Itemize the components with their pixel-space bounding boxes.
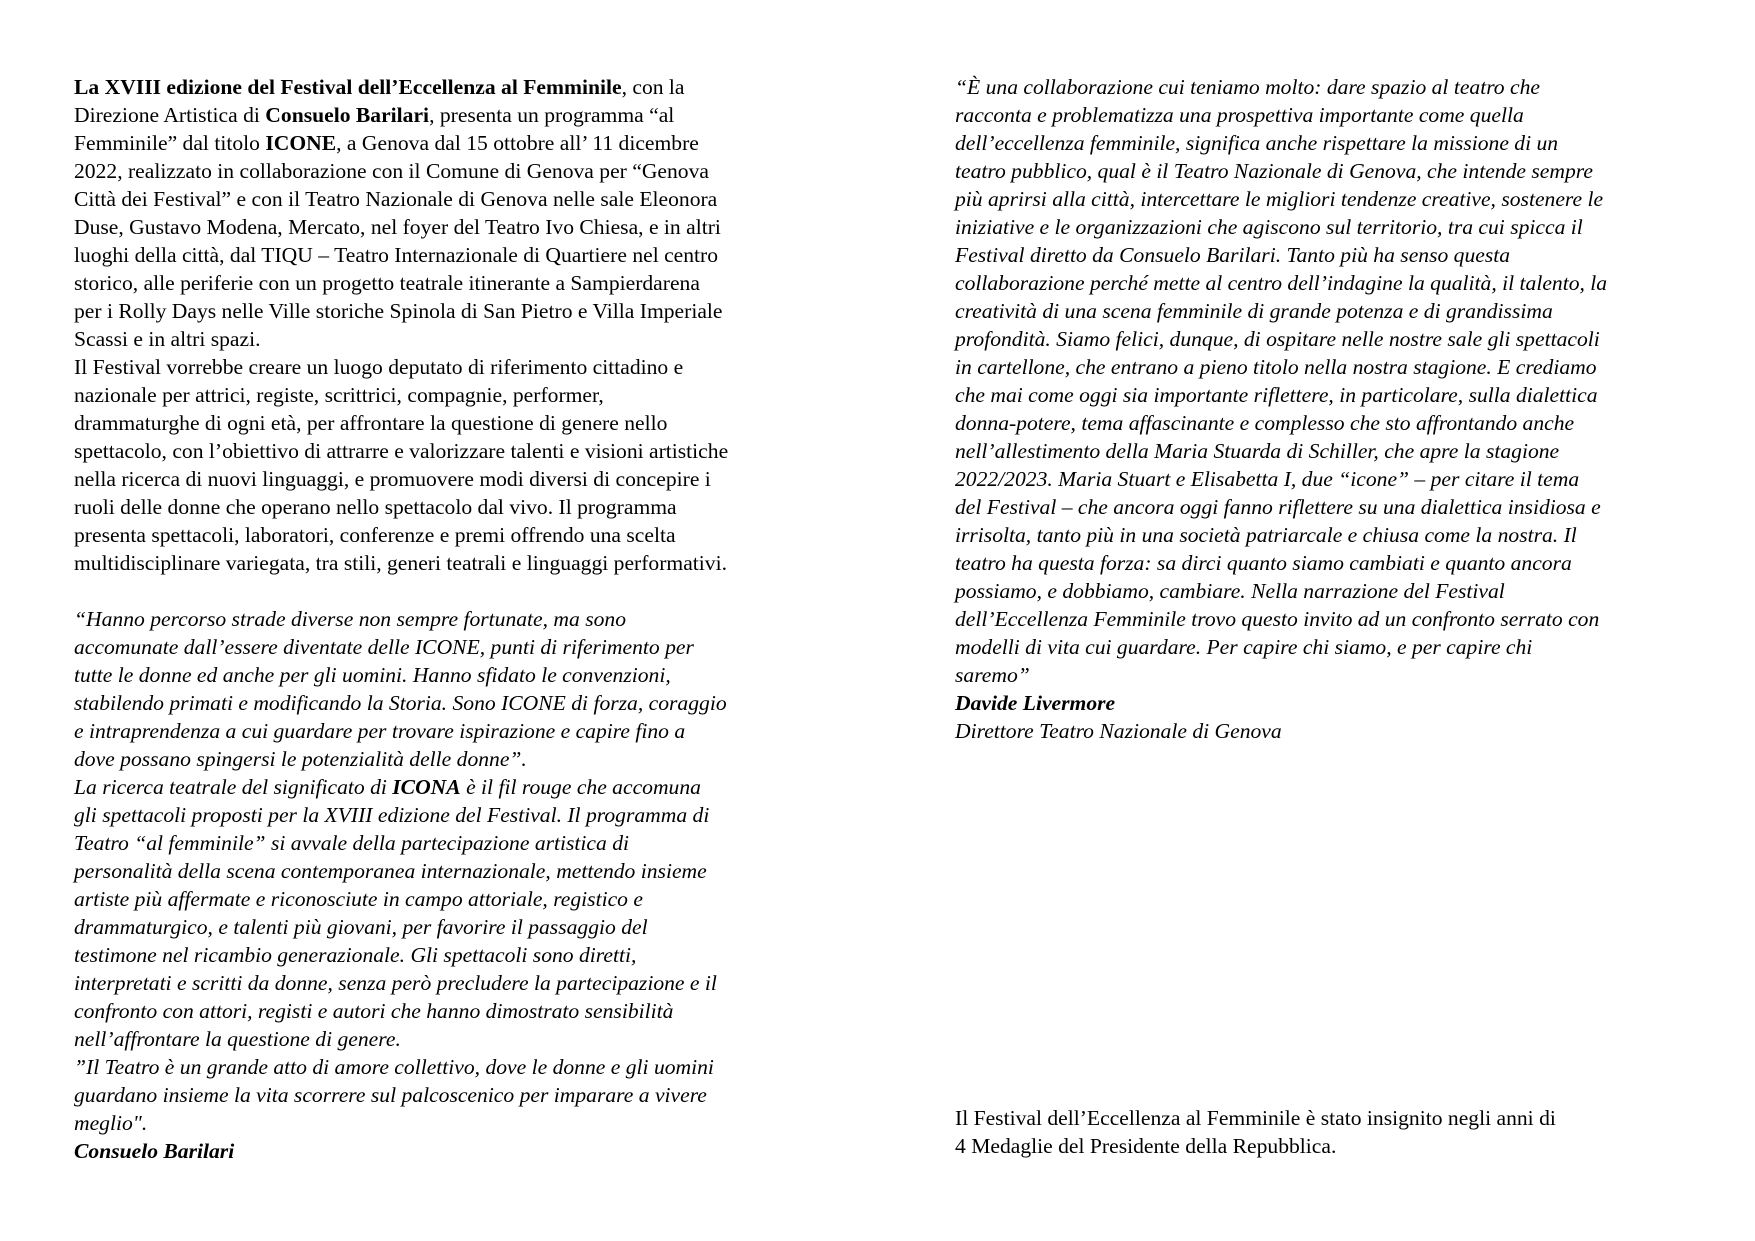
text-run: nazionale per attrici, registe, scrittrici, compagnie, performer, [74, 383, 604, 407]
text-run: è il fil rouge che accomuna [460, 775, 701, 799]
signature-davide-livermore: Davide Livermore [955, 691, 1116, 715]
text-line [74, 689, 814, 717]
medals-note [955, 1104, 1700, 1160]
text-run: personalità della scena contemporanea internazionale, mettendo insieme [74, 859, 707, 883]
text-run: , con la [621, 75, 685, 99]
text-run: interpretati e scritti da donne, senza però precludere la partecipazione e il [74, 971, 717, 995]
text-run: storico, alle periferie con un progetto teatrale itinerante a Sampierdarena [74, 271, 700, 295]
text-run: nell’affrontare la questione di genere. [74, 1027, 401, 1051]
text-line [74, 409, 814, 437]
text-line [74, 913, 814, 941]
text-run: Teatro “al femminile” si avvale della partecipazione artistica di [74, 831, 630, 855]
text-run: nella ricerca di nuovi linguaggi, e promuovere modi diversi di concepire i [74, 467, 711, 491]
bold-run: Consuelo Barilari [265, 103, 430, 127]
text-line: del Festival – che ancora oggi fanno riflettere su una dialettica insidiosa e [955, 495, 1601, 519]
text-line [74, 857, 814, 885]
text-run: Scassi e in altri spazi. [74, 327, 261, 351]
text-line: “È una collaborazione cui teniamo molto: dare spazio al teatro che [955, 75, 1540, 99]
text-line [74, 381, 814, 409]
bold-run: La XVIII edizione del Festival dell’Eccellenza al Femminile [74, 75, 622, 99]
text-line: che mai come oggi sia importante riflettere, in particolare, sulla dialettica [955, 383, 1598, 407]
text-line [74, 1081, 814, 1109]
text-line: racconta e problematizza una prospettiva importante come quella [955, 103, 1524, 127]
text-run: per i Rolly Days nelle Ville storiche Spinola di San Pietro e Villa Imperiale [74, 299, 723, 323]
text-line: 2022/2023. Maria Stuart e Elisabetta I, due “icone” – per citare il tema [955, 467, 1580, 491]
text-line: saremo” [955, 663, 1030, 687]
text-run: 2022, realizzato in collaborazione con il Comune di Genova per “Genova [74, 159, 709, 183]
text-run: Duse, Gustavo Modena, Mercato, nel foyer del Teatro Ivo Chiesa, e in altri [74, 215, 721, 239]
right-column [955, 73, 1700, 745]
text-line [74, 997, 814, 1025]
text-run: Città dei Festival” e con il Teatro Nazionale di Genova nelle sale Eleonora [74, 187, 718, 211]
text-line [74, 185, 814, 213]
text-run: Il Festival vorrebbe creare un luogo deputato di riferimento cittadino e [74, 355, 684, 379]
intro-paragraph [74, 73, 814, 577]
text-line [74, 325, 814, 353]
text-run: ”Il Teatro è un grande atto di amore collettivo, dove le donne e gli uomini [74, 1055, 714, 1079]
text-line [74, 745, 814, 773]
bold-run: ICONA [392, 775, 461, 799]
text-line: possiamo, e dobbiamo, cambiare. Nella narrazione del Festival [955, 579, 1505, 603]
text-run: presenta spettacoli, laboratori, conferenze e premi offrendo una scelta [74, 523, 676, 547]
text-line: nell’allestimento della Maria Stuarda di Schiller, che apre la stagione [955, 439, 1560, 463]
text-line [74, 241, 814, 269]
text-run: spettacolo, con l’obiettivo di attrarre e valorizzare talenti e visioni artistiche [74, 439, 729, 463]
text-line: più aprirsi alla città, intercettare le migliori tendenze creative, sostenere le [955, 187, 1604, 211]
text-run: Direzione Artistica di [74, 103, 266, 127]
text-run: ruoli delle donne che operano nello spettacolo dal vivo. Il programma [74, 495, 677, 519]
text-run: La ricerca teatrale del significato di [74, 775, 393, 799]
text-line [74, 633, 814, 661]
text-line [74, 465, 814, 493]
text-line [74, 269, 814, 297]
text-line [74, 297, 814, 325]
text-line: profondità. Siamo felici, dunque, di ospitare nelle nostre sale gli spettacoli [955, 327, 1600, 351]
text-run: testimone nel ricambio generazionale. Gli spettacoli sono diretti, [74, 943, 637, 967]
text-line: irrisolta, tanto più in una società patriarcale e chiusa come la nostra. Il [955, 523, 1577, 547]
text-run: , presenta un programma “al [429, 103, 675, 127]
text-run: gli spettacoli proposti per la XVIII edizione del Festival. Il programma di [74, 803, 710, 827]
text-line [74, 157, 814, 185]
text-line [74, 885, 814, 913]
text-line [74, 101, 814, 129]
text-line [74, 549, 814, 577]
medals-note-line: Il Festival dell’Eccellenza al Femminile è stato insignito negli anni di [955, 1106, 1556, 1130]
text-line: modelli di vita cui guardare. Per capire chi siamo, e per capire chi [955, 635, 1533, 659]
text-run: meglio". [74, 1111, 148, 1135]
text-run: multidisciplinare variegata, tra stili, generi teatrali e linguaggi performativi. [74, 551, 727, 575]
text-run: guardano insieme la vita scorrere sul palcoscenico per imparare a vivere [74, 1083, 707, 1107]
text-line: teatro ha questa forza: sa dirci quanto siamo cambiati e quanto ancora [955, 551, 1572, 575]
paragraph-spacer [74, 577, 814, 605]
text-run: accomunate dall’essere diventate delle ICONE, punti di riferimento per [74, 635, 694, 659]
text-run: luoghi della città, dal TIQU – Teatro Internazionale di Quartiere nel centro [74, 243, 719, 267]
text-line [74, 213, 814, 241]
text-run: drammaturgico, e talenti più giovani, per favorire il passaggio del [74, 915, 648, 939]
text-line [74, 1053, 814, 1081]
text-line [74, 1109, 814, 1137]
text-line [74, 493, 814, 521]
text-run: artiste più affermate e riconosciute in campo attoriale, registico e [74, 887, 643, 911]
text-line [74, 521, 814, 549]
text-run: e intraprendenza a cui guardare per trovare ispirazione e capire fino a [74, 719, 686, 743]
text-line [74, 129, 814, 157]
text-line [74, 437, 814, 465]
text-run: , a Genova dal 15 ottobre all’ 11 dicembre [336, 131, 699, 155]
text-run: “Hanno percorso strade diverse non sempre fortunate, ma sono [74, 607, 627, 631]
text-run: drammaturghe di ogni età, per affrontare la questione di genere nello [74, 411, 668, 435]
text-line [74, 801, 814, 829]
medals-note-line: 4 Medaglie del Presidente della Repubblica. [955, 1134, 1337, 1158]
festival-quote [74, 605, 814, 1137]
signature-role: Direttore Teatro Nazionale di Genova [955, 719, 1282, 743]
bold-run: ICONE [265, 131, 337, 155]
text-line [74, 829, 814, 857]
text-line [74, 941, 814, 969]
text-line: in cartellone, che entrano a pieno titolo nella nostra stagione. E crediamo [955, 355, 1597, 379]
text-line: teatro pubblico, qual è il Teatro Nazionale di Genova, che intende sempre [955, 159, 1593, 183]
text-line [74, 73, 814, 101]
livermore-quote [955, 73, 1700, 689]
text-run: tutte le donne ed anche per gli uomini. Hanno sfidato le convenzioni, [74, 663, 671, 687]
text-line: creatività di una scena femminile di grande potenza e di grandissima [955, 299, 1553, 323]
text-run: Femminile” dal titolo [74, 131, 266, 155]
text-line: dell’Eccellenza Femminile trovo questo invito ad un confronto serrato con [955, 607, 1600, 631]
text-line [74, 717, 814, 745]
text-line: Festival diretto da Consuelo Barilari. Tanto più ha senso questa [955, 243, 1511, 267]
text-line [74, 1025, 814, 1053]
text-line: collaborazione perché mette al centro dell’indagine la qualità, il talento, la [955, 271, 1608, 295]
text-line: donna-potere, tema affascinante e complesso che sto affrontando anche [955, 411, 1575, 435]
text-line: iniziative e le organizzazioni che agiscono sul territorio, tra cui spicca il [955, 215, 1583, 239]
text-line [74, 773, 814, 801]
text-run: dove possano spingersi le potenzialità delle donne”. [74, 747, 527, 771]
text-line [74, 605, 814, 633]
left-column [74, 73, 814, 1165]
text-line [74, 969, 814, 997]
text-line: dell’eccellenza femminile, significa anche rispettare la missione di un [955, 131, 1559, 155]
text-line [74, 353, 814, 381]
text-line [74, 661, 814, 689]
text-run: confronto con attori, registi e autori che hanno dimostrato sensibilità [74, 999, 674, 1023]
signature-consuelo-barilari: Consuelo Barilari [74, 1139, 235, 1163]
text-run: stabilendo primati e modificando la Storia. Sono ICONE di forza, coraggio [74, 691, 727, 715]
